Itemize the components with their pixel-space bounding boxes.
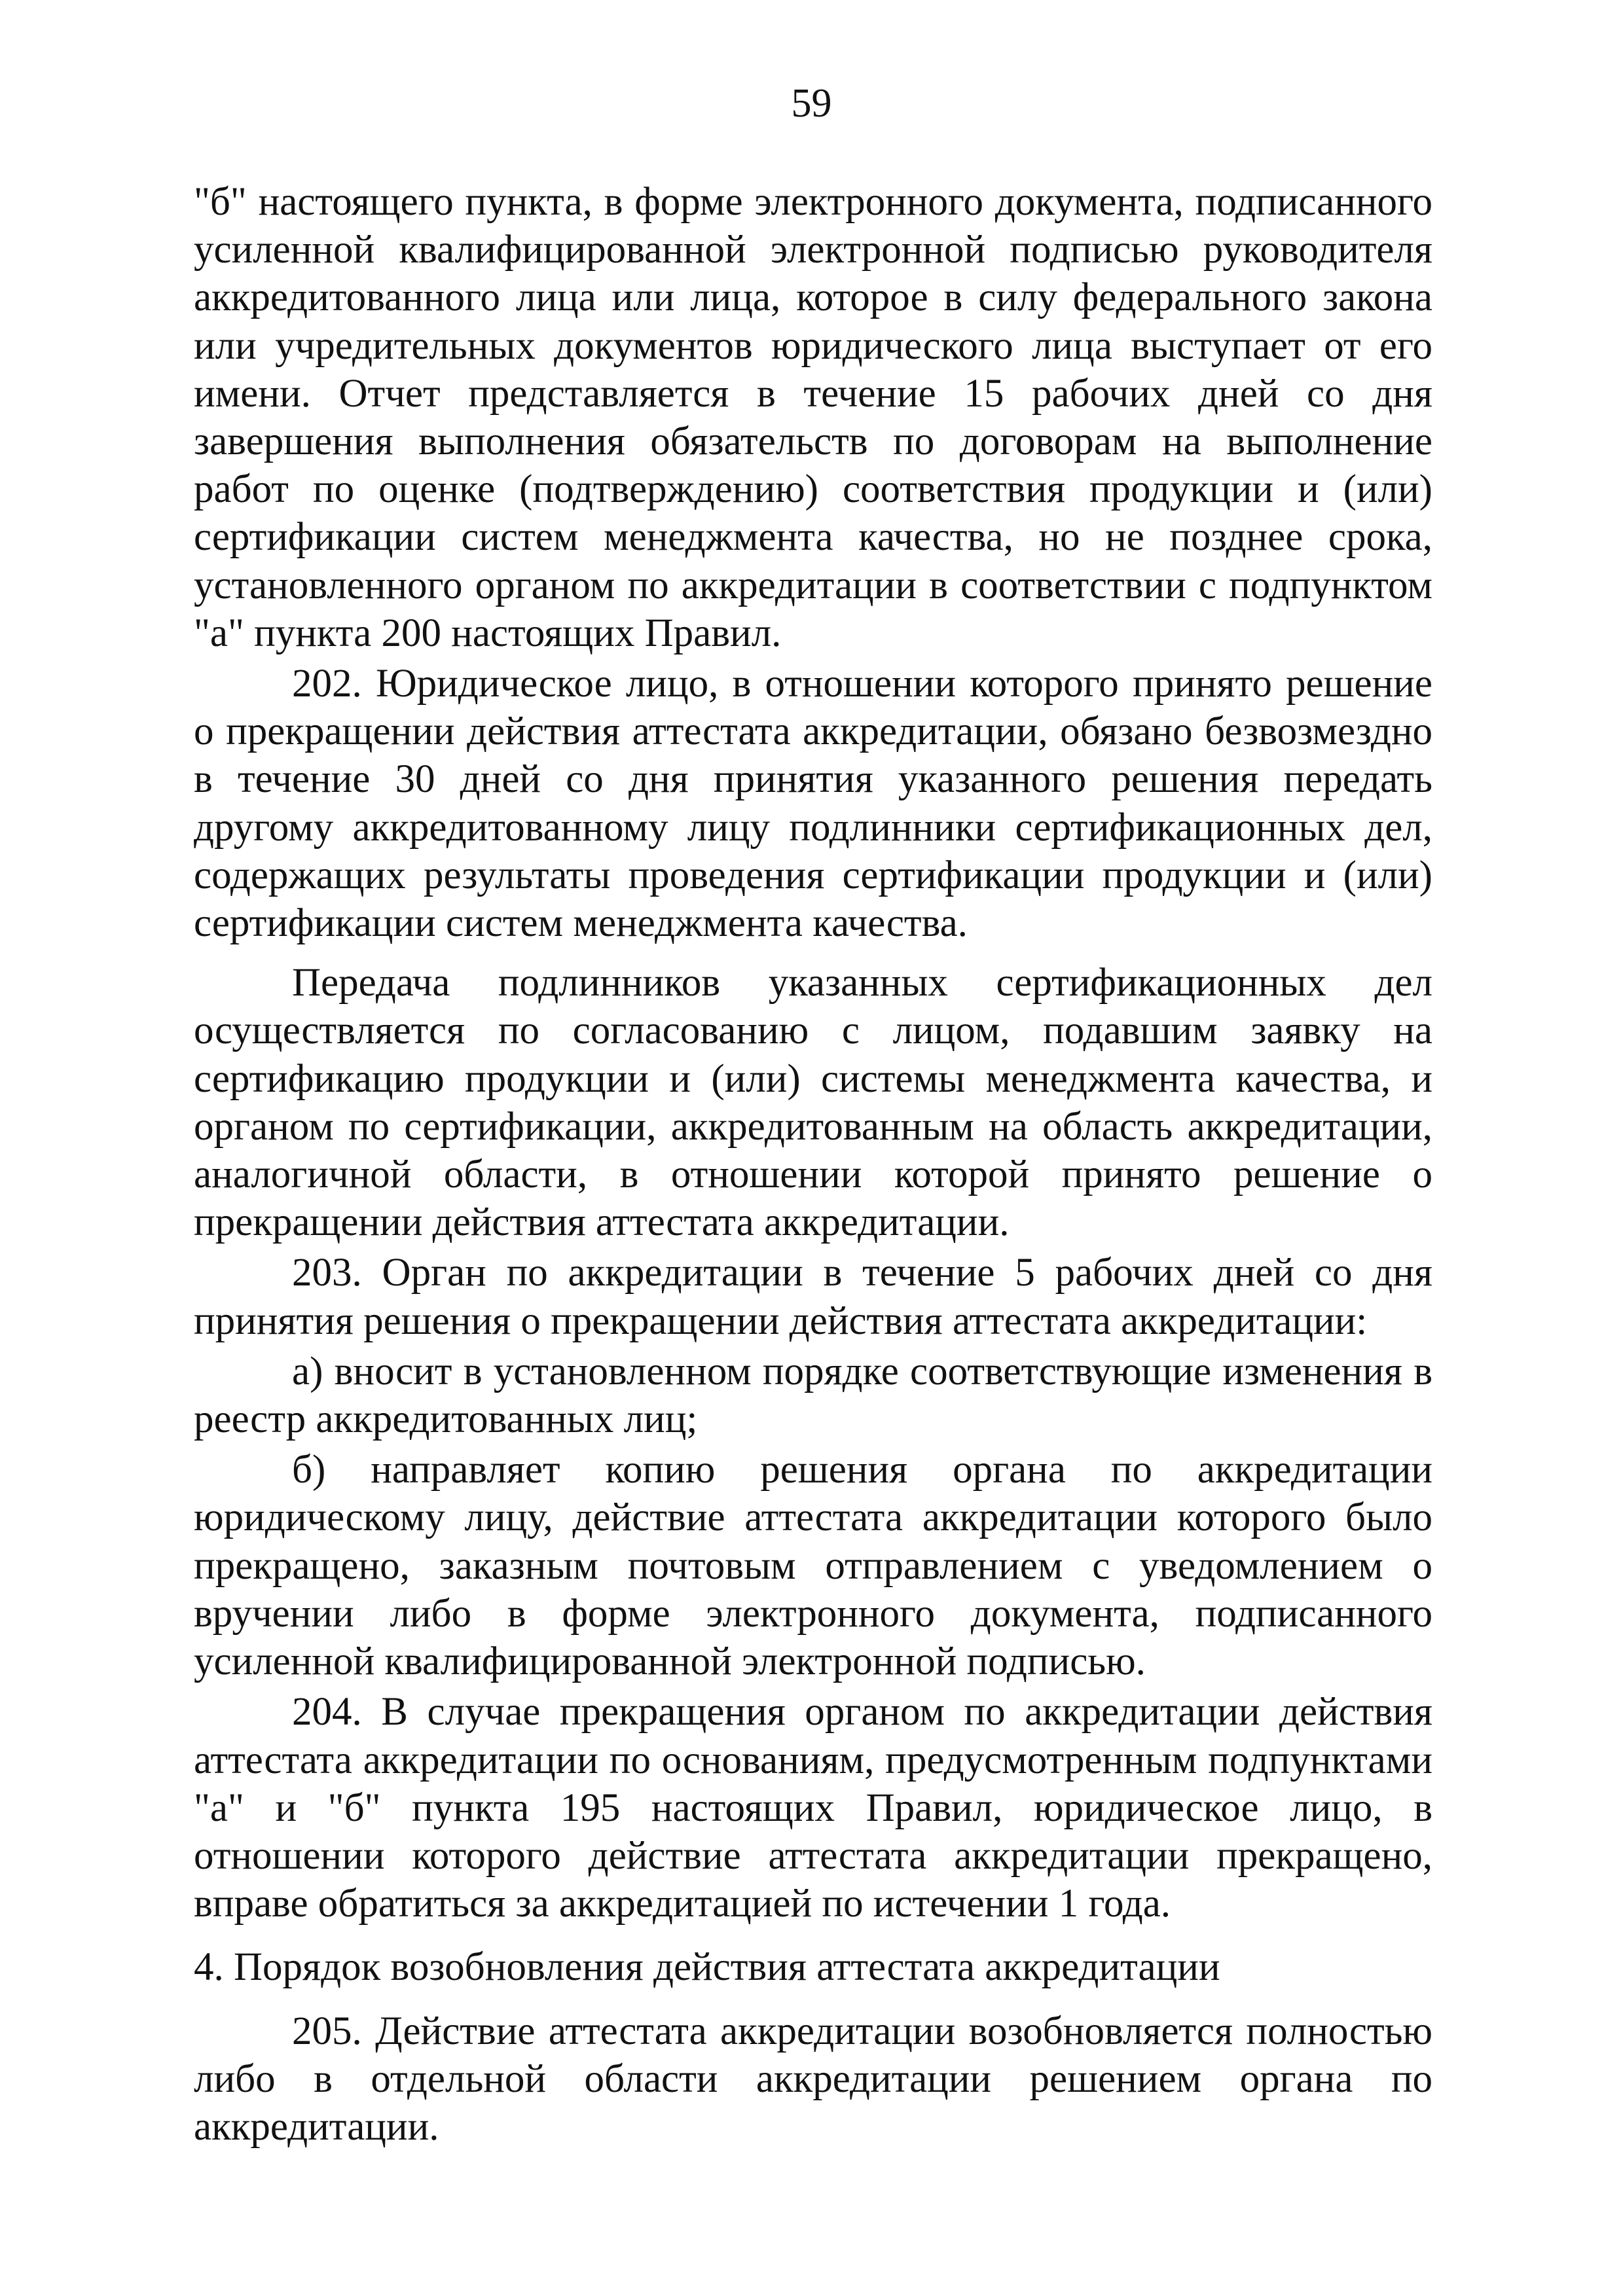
section-title: 4. Порядок возобновления действия аттестата аккредитации <box>194 1945 1220 1990</box>
paragraph-203-b: б) направляет копию решения органа по аккредитации юридическому лицу, действие аттестата аккредитации которого было прекращено, заказным почтовым отправлением с уведомлением о вручении либо в форме электронного документа, подписанного усиленной квалифицированной электронной подписью. <box>194 1448 1432 1684</box>
page-number: 59 <box>791 81 832 126</box>
paragraph-204: 204. В случае прекращения органом по аккредитации действия аттестата аккредитации по основаниям, предусмотренным подпунктами "а" и "б" пункта 195 настоящих Правил, юридическое лицо, в отношении которого действие аттестата аккредитации прекращено, вправе обратиться за аккредитацией по истечении 1 года. <box>194 1690 1432 1926</box>
paragraph-205: 205. Действие аттестата аккредитации возобновляется полностью либо в отдельной области аккредитации решением органа по аккредитации. <box>194 2009 1432 2149</box>
paragraph-203: 203. Орган по аккредитации в течение 5 рабочих дней со дня принятия решения о прекращении действия аттестата аккредитации: <box>194 1251 1432 1343</box>
paragraph-transfer: Передача подлинников указанных сертификационных дел осуществляется по согласованию с лицом, подавшим заявку на сертификацию продукции и (или) системы менеджмента качества, и органом по сертификации, аккредитованным на область аккредитации, аналогичной области, в отношении которой принято решение о прекращении действия аттестата аккредитации. <box>194 961 1432 1245</box>
paragraph-203-a: а) вносит в установленном порядке соответствующие изменения в реестр аккредитованных лиц; <box>194 1349 1432 1442</box>
paragraph-continuation: "б" настоящего пункта, в форме электронного документа, подписанного усиленной квалифицированной электронной подписью руководителя аккредитованного лица или лица, которое в силу федерального закона или учредительных документов юридического лица выступает от его имени. Отчет представляется в течение 15 рабочих дней со дня завершения выполнения обязательств по договорам на выполнение работ по оценке (подтверждению) соответствия продукции и (или) сертификации систем менеджмента качества, но не позднее срока, установленного органом по аккредитации в соответствии с подпунктом "а" пункта 200 настоящих Правил. <box>194 180 1432 655</box>
paragraph-202: 202. Юридическое лицо, в отношении которого принято решение о прекращении действия аттестата аккредитации, обязано безвозмездно в течение 30 дней со дня принятия указанного решения передать другому аккредитованному лицу подлинники сертификационных дел, содержащих результаты проведения сертификации продукции и (или) сертификации систем менеджмента качества. <box>194 662 1432 946</box>
document-body <box>194 178 1432 2151</box>
